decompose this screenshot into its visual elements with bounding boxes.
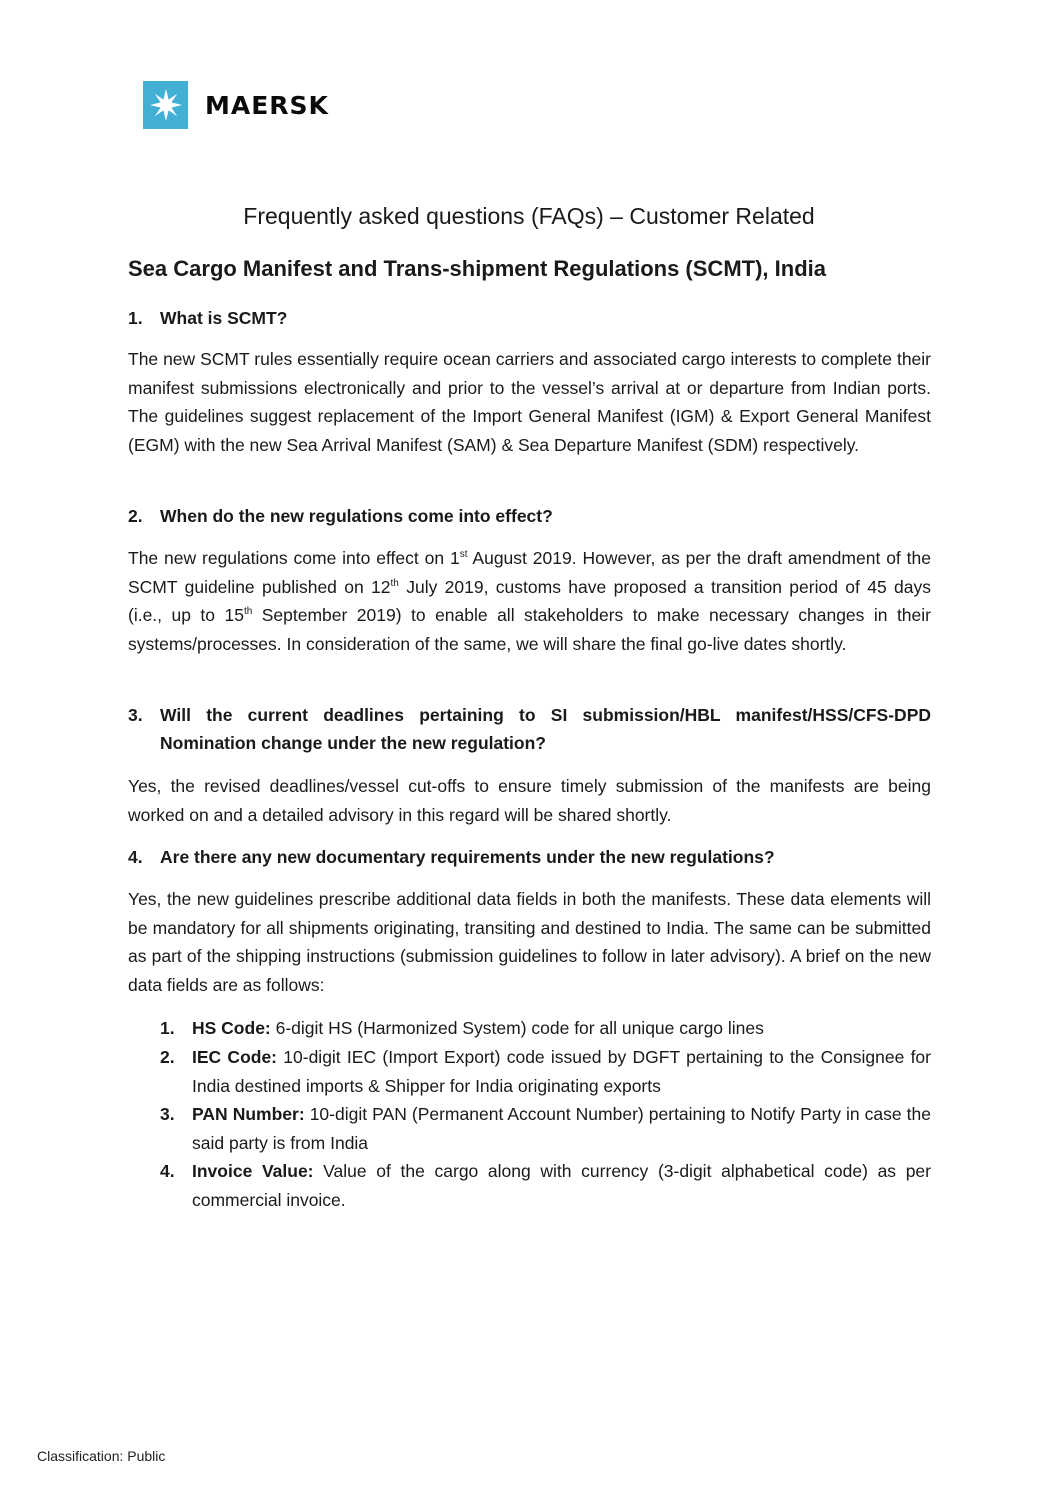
- page-title: Frequently asked questions (FAQs) – Customer Related: [243, 203, 815, 229]
- question-text: When do the new regulations come into effect?: [160, 506, 553, 526]
- maersk-star-icon: [143, 81, 188, 129]
- list-item: 4. Invoice Value: Value of the cargo along with currency (3-digit alphabetical code) as per commercial invoice.: [160, 1161, 931, 1210]
- list-item: 3. PAN Number: 10-digit PAN (Permanent Account Number) pertaining to Notify Party in case the said party is from India: [160, 1104, 932, 1153]
- faq-answer-2: The new regulations come into effect on 1st August 2019. However, as per the draft amendment of the SCMT guideline published on 12th July 2019, customs have proposed a transition period of 45 days (i.e., up to 15th September 2019) to enable all stakeholders to make necessary changes in their systems/processes. In consideration of the same, we will share the final go-live dates shortly.: [128, 548, 931, 654]
- list-item: 2. IEC Code: 10-digit IEC (Import Export) code issued by DGFT pertaining to the Consignee for India destined imports & Shipper for India originating exports: [160, 1047, 931, 1096]
- question-number: 2.: [128, 506, 143, 526]
- faq-question-3: [128, 701, 931, 757]
- faq-answer-4: Yes, the new guidelines prescribe additional data fields in both the manifests. These data elements will be mandatory for all shipments originating, transiting and destined to India. The same can be submitted as part of the shipping instructions (submission guidelines to follow in later advisory). A brief on the new data fields are as follows:: [128, 889, 931, 995]
- question-text: Will the current deadlines pertaining to SI submission/HBL manifest/HSS/CFS-DPD Nomination change under the new regulation?: [160, 705, 931, 753]
- brand-name: MAERSK: [205, 90, 329, 120]
- maersk-logo: [143, 81, 329, 129]
- faq-question-4: [128, 843, 931, 871]
- faq-answer-1: The new SCMT rules essentially require ocean carriers and associated cargo interests to complete their manifest submissions electronically and prior to the vessel’s arrival at or departure from Indian ports. The guidelines suggest replacement of the Import General Manifest (IGM) & Export General Manifest (EGM) with the new Sea Arrival Manifest (SAM) & Sea Departure Manifest (SDM) respectively.: [128, 349, 931, 455]
- faq-answer-3: Yes, the revised deadlines/vessel cut-offs to ensure timely submission of the manifests are being worked on and a detailed advisory in this regard will be shared shortly.: [128, 776, 931, 825]
- question-number: 1.: [128, 308, 143, 328]
- faq-question-1: [128, 304, 931, 332]
- classification-label: Classification: Public: [37, 1448, 166, 1464]
- question-text: Are there any new documentary requirements under the new regulations?: [160, 847, 775, 867]
- question-text: What is SCMT?: [160, 308, 288, 328]
- list-item: 1. HS Code: 6-digit HS (Harmonized System) code for all unique cargo lines: [160, 1018, 764, 1038]
- question-number: 3.: [128, 705, 143, 725]
- faq-question-2: [128, 502, 931, 530]
- document-subtitle: Sea Cargo Manifest and Trans-shipment Regulations (SCMT), India: [128, 256, 826, 281]
- question-number: 4.: [128, 847, 143, 867]
